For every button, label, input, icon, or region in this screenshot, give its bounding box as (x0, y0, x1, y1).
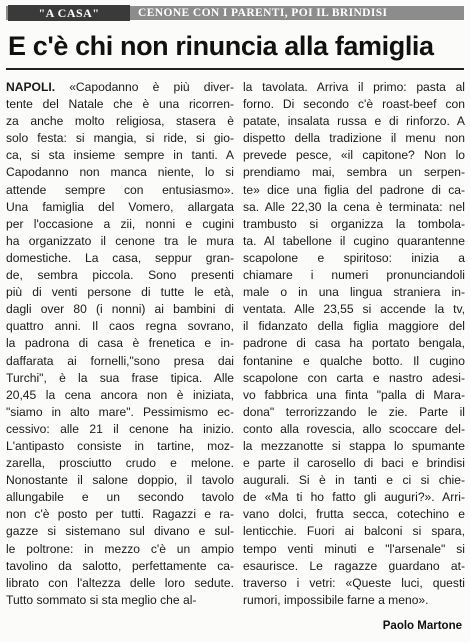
article-line: la padrona di casa è frenetica e in- (6, 336, 234, 351)
article-line: rumori, impossibile farne a meno». (243, 592, 429, 607)
article-line: prendiamo mai, sembra un serpen- (243, 165, 465, 180)
author-byline: Paolo Martone (382, 620, 462, 632)
article-line: la mezzanotte si stappa lo spumante (243, 438, 465, 453)
article-line: scapolone con carta e nastro adesi- (243, 370, 465, 385)
article-line: te» dice una figlia del padrone di ca- (243, 182, 465, 197)
section-title: CENONE CON I PARENTI, POI IL BRINDISI (138, 7, 388, 19)
headline-rule (6, 68, 464, 70)
article-line: sa. Alle 22,30 la cena è terminata: nel (243, 199, 465, 214)
article-line: male o in una lingua straniera in- (243, 285, 465, 300)
article-line: padrone di casa ha portato bengala, (243, 336, 465, 351)
article-line: trambusto si organizza la tombola- (243, 216, 465, 231)
article-line: più di venti persone di tutte le età, (6, 285, 234, 300)
article-line: ventata. Alle 23,55 si accende la tv, (243, 302, 465, 317)
article-line: chiamare i numeri pronunciandoli (243, 268, 465, 283)
article-line: 20,45 la cena ancora non è iniziata, (6, 387, 234, 402)
article-column-right (243, 79, 465, 609)
article-line-text: «Capodanno è più diver- (55, 80, 234, 94)
article-line: quattro anni. Il caos regna sovrano, (6, 319, 234, 334)
article-line: il fidanzato della figlia maggiore del (243, 319, 465, 334)
article-line: tempo venti minuti e "l'arsenale" si (243, 541, 465, 556)
article-line: non c'è posto per tutti. Ragazzi e ra- (6, 507, 234, 522)
article-line: za anche molto religiosa, stasera è (6, 114, 234, 129)
article-line: cessivo: alle 21 il cenone ha inizio. (6, 421, 234, 436)
article-line: lenticchie. Fuori ai balconi si spara, (243, 524, 465, 539)
article-line: dagli over 80 (i nonni) ai bambini di (6, 302, 234, 317)
article-line: patate, insalata russa e di rinforzo. A (243, 114, 465, 129)
article-line: Una famiglia del Vomero, allargata (6, 199, 234, 214)
article-line: traverso i vetri: «Queste luci, questi (243, 575, 465, 590)
article-line: de, sembra piccola. Sono presenti (6, 268, 234, 283)
article-line: Nonostante il salone doppio, il tavolo (6, 473, 234, 488)
article-line: augurali. Si è in tanti e ci si chie- (243, 473, 465, 488)
article-line: dona" terrorizzando le zie. Parte il (243, 404, 465, 419)
article-line: allungabile e un secondo tavolo (6, 490, 234, 505)
article-line: zarella, prosciutto crudo e melone. (6, 456, 234, 471)
article-line: le poltrone: in mezzo c'è un ampio (6, 541, 234, 556)
article-line: ta. Al tabellone il cugino quarantenne (243, 233, 465, 248)
article-line: attende sempre con entusiasmo». (6, 182, 234, 197)
article-line: Turchi", è la sua frase tipica. Alle (6, 370, 234, 385)
article-line: de «Ma ti ho fatto gli auguri?». Arri- (243, 490, 465, 505)
article-line (6, 79, 234, 96)
article-line: gazze si sistemano sul divano e sul- (6, 524, 234, 539)
article-line: ca, si sta insieme sempre in tanti. A (6, 148, 234, 163)
article-column-left (6, 79, 234, 609)
article-line: scapolone e spiritoso: inizia a (243, 250, 465, 265)
right-column-lines (243, 79, 465, 609)
dateline-city: NAPOLI. (6, 80, 56, 94)
article-line: Capodanno non manca niente, lo si (6, 165, 234, 180)
article-line: ha organizzato il cenone tra le mura (6, 233, 234, 248)
kicker-label: "A CASA" (8, 5, 130, 21)
article-line: esaurisce. Le ragazze guardano at- (243, 558, 465, 573)
article-headline: E c'è chi non rinuncia alla famiglia (8, 31, 434, 61)
article-line: prevede pesce, «il capitone? Non lo (243, 148, 465, 163)
article-line: tavolino da salotto, perfettamente ca- (6, 558, 234, 573)
article-line: dispetto della tradizione il menu non (243, 131, 465, 146)
article-line: daffarata ai fornelli,"sono presa dai (6, 353, 234, 368)
left-column-lines (6, 96, 234, 609)
article-line: per l'occasione a zii, nonni e cugini (6, 216, 234, 231)
article-line: vo fabbrica una finta "palla di Mara- (243, 387, 465, 402)
article-line: e parte il carosello di baci e brindisi (243, 456, 465, 471)
article-line: vano dolci, frutta secca, cotechino e (243, 507, 465, 522)
article-line: Tutto sommato si sta meglio che al- (6, 592, 197, 607)
article-line: conto alla rovescia, allo scoccare del- (243, 421, 465, 436)
article-line: forno. Di secondo c'è roast-beef con (243, 97, 465, 112)
article-line: fontanine e qualche botto. Il cugino (243, 353, 465, 368)
article-line: la tavolata. Arriva il primo: pasta al (243, 80, 465, 94)
article-line: domestiche. La casa, seppur gran- (6, 250, 234, 265)
article-line: librato con l'altezza delle loro sedute. (6, 575, 234, 590)
article-line: L'antipasto consiste in tartine, moz- (6, 438, 234, 453)
article-line: tente del Natale che è una ricorren- (6, 97, 234, 112)
article-line: "siamo in alto mare". Pessimismo ec- (6, 404, 234, 419)
article-line: solo festa: si mangia, si ride, si gio- (6, 131, 234, 146)
